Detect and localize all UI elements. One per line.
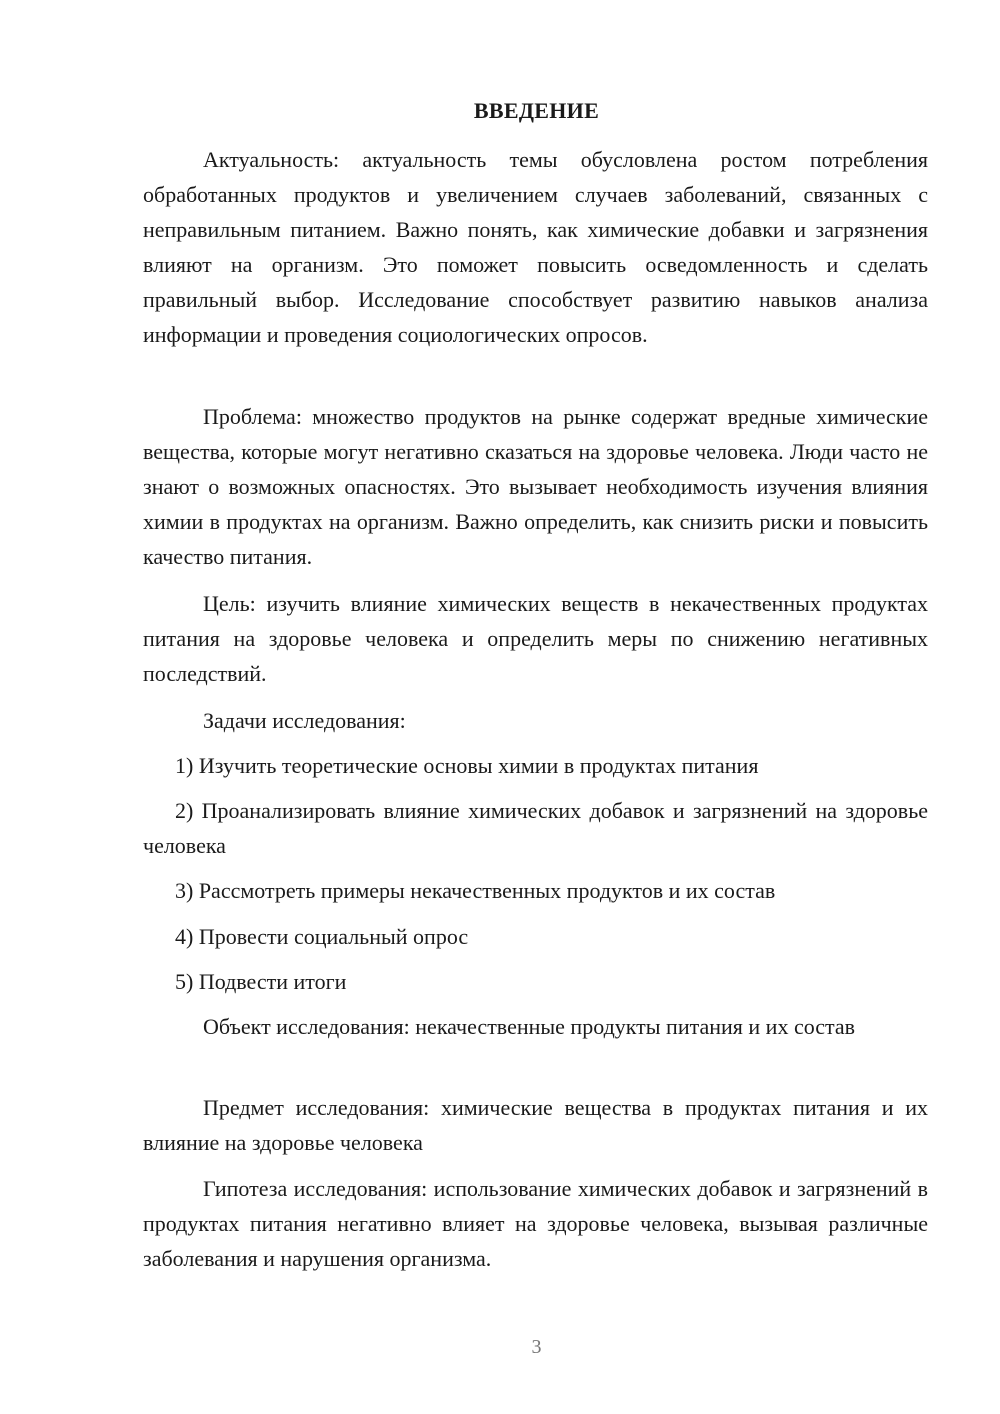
task-item-3 [143, 873, 928, 908]
relevance-section [143, 142, 928, 352]
task-item-4 [143, 919, 928, 954]
list-item: 3) Рассмотреть примеры некачественных продуктов и их состав [175, 878, 776, 903]
problem-paragraph: Проблема: множество продуктов на рынке содержат вредные химические вещества, которые могут негативно сказаться на здоровье человека. Люди часто не знают о возможных опасностях. Это вызывает необходимость изучения влияния химии в продуктах на организм. Важно определить, как снизить риски и повысить качество питания. [143, 404, 928, 569]
subject-section [143, 1090, 928, 1160]
task-item-1 [143, 748, 928, 783]
page-title: ВВЕДЕНИЕ [473, 98, 600, 123]
goal-section [143, 586, 928, 691]
list-item: 2) Проанализировать влияние химических добавок и загрязнений на здоровье человека [143, 798, 928, 858]
list-item: 5) Подвести итоги [175, 969, 347, 994]
tasks-heading: Задачи исследования: [203, 708, 406, 733]
hypothesis-paragraph: Гипотеза исследования: использование химических добавок и загрязнений в продуктах питания негативно влияет на здоровье человека, вызывая различные заболевания и нарушения организма. [143, 1176, 928, 1271]
object-section [143, 1009, 928, 1044]
list-item: 1) Изучить теоретические основы химии в продуктах питания [175, 753, 759, 778]
page-number: 3 [531, 1336, 542, 1358]
hypothesis-section [143, 1171, 928, 1276]
task-item-5 [143, 964, 928, 999]
relevance-paragraph: Актуальность: актуальность темы обусловлена ростом потребления обработанных продуктов и увеличением случаев заболеваний, связанных с неправильным питанием. Важно понять, как химические добавки и загрязнения влияют на организм. Это поможет повысить осведомленность и сделать правильный выбор. Исследование способствует развитию навыков анализа информации и проведения социологических опросов. [143, 147, 928, 347]
goal-paragraph: Цель: изучить влияние химических веществ в некачественных продуктах питания на здоровье человека и определить меры по снижению негативных последствий. [143, 591, 928, 686]
object-paragraph: Объект исследования: некачественные продукты питания и их состав [203, 1014, 856, 1039]
tasks-heading-section [143, 703, 928, 738]
problem-section [143, 399, 928, 574]
task-item-2 [143, 793, 928, 863]
list-item: 4) Провести социальный опрос [175, 924, 469, 949]
subject-paragraph: Предмет исследования: химические вещества в продуктах питания и их влияние на здоровье человека [143, 1095, 928, 1155]
